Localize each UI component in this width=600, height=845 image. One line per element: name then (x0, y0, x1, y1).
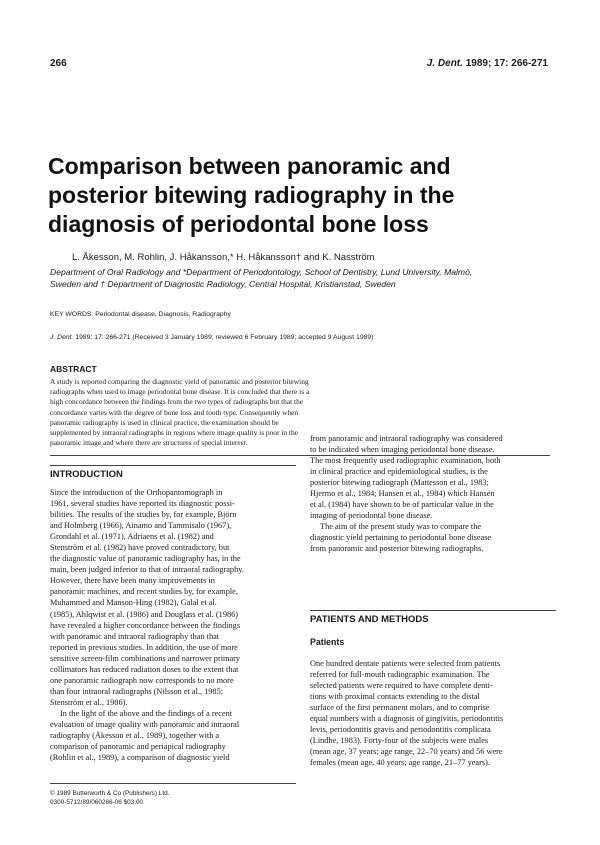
copyright-line: 0300-5712/89/060266-06 $03.00 (50, 798, 144, 806)
text-line: The most frequently used radiographic examination, both (310, 456, 501, 466)
text-line: reported in previous studies. In addition, the use of more (50, 642, 238, 652)
text-line: In the light of the above and the findings of a recent (60, 708, 233, 718)
journal-name: J. Dent. (426, 58, 463, 69)
affiliation-line: Department of Oral Radiology and *Department of Periodontology, School of Dentistry, Lund University, Malmö, (50, 267, 473, 277)
keywords: KEY WORDS: Periodontal disease, Diagnosis, Radiography (50, 311, 231, 318)
text-line: Stenström et al. (1982) have proved contradictory, but (50, 543, 230, 553)
methods-heading: PATIENTS AND METHODS (310, 614, 429, 625)
text-line: One hundred dentate patients were selected from patients (310, 659, 501, 668)
text-line: in clinical practice and epidemiological studies, is the (310, 467, 488, 477)
article-title (48, 152, 558, 239)
text-line: main, been judged inferior to that of intraoral radiography. (50, 565, 244, 575)
title-line: diagnosis of periodontal bone loss (48, 211, 429, 237)
text-line: The aim of the present study was to compare the (320, 522, 482, 532)
introduction-heading: INTRODUCTION (50, 469, 123, 480)
copyright-line: © 1989 Butterworth & Co (Publishers) Ltd. (50, 790, 170, 797)
patients-subheading: Patients (310, 637, 345, 647)
text-line: referred for full-mouth radiographic examination. The (310, 670, 490, 680)
text-line: (Lindhe, 1983). Forty-four of the subjects were males (310, 736, 489, 746)
text-line: (Rohlin et al., 1989), a comparison of diagnostic yield (50, 753, 230, 763)
journal-reference (427, 58, 548, 69)
abstract-line: high concordance between the findings from the two types of radiographs but that the (50, 397, 304, 407)
abstract-heading: ABSTRACT (50, 364, 97, 374)
text-line: equal numbers with a diagnosis of gingivitis, periodontitis (310, 714, 504, 724)
text-line: evaluation of image quality with panoramic and intraoral (50, 719, 240, 729)
text-line: posterior bitewing radiograph (Mattesson et al., 1983; (310, 478, 489, 488)
affiliation-line: Sweden and † Department of Diagnostic Radiology, Central Hospital, Kristianstad, Sweden (50, 279, 396, 289)
text-line: selected patients were required to have complete denti- (310, 681, 493, 691)
affiliations (50, 266, 560, 290)
abstract-line: radiographs when used to image periodontal bone disease. It is concluded that there is a (50, 387, 310, 397)
text-line: diagnostic yield pertaining to periodontal bone disease (310, 533, 492, 543)
page-number: 266 (50, 58, 67, 69)
methods-body (310, 658, 556, 768)
text-line: collimators has reduced radiation doses to the extent that (50, 664, 239, 674)
text-line: levis, periodontitis gravis and periodontitis complicata (310, 725, 491, 735)
abstract-line: A study is reported comparing the diagnostic yield of panoramic and posterior bitewing (50, 377, 309, 386)
text-line: from panoramic and intraoral radiography was considered (310, 434, 503, 443)
text-line: and Holmberg (1966), Ainamo and Tammisalo (1967), (50, 521, 232, 531)
text-line: comparison of panoramic and periapical radiography (50, 742, 226, 752)
abstract-line: concordance varies with the degree of bone loss and tooth type. Consequently when (50, 407, 299, 417)
journal-citation: 1989; 17: 266-271 (465, 58, 548, 69)
text-line: However, there have been many improvements in (50, 576, 215, 586)
received-text: 1989; 17: 266-271 (Received 3 January 1989; reviewed 6 February 1989; accepted 9 August 1989) (75, 334, 374, 341)
text-line: sensitive screen-film combinations and narrower primary (50, 653, 241, 663)
text-line: imaging of periodontal bone disease. (310, 511, 433, 521)
text-line: radiography (Åkesson et al., 1989), together with a (50, 731, 220, 741)
introduction-right-column (310, 433, 556, 555)
text-line: panoramic machines, and recent studies by, for example, (50, 587, 238, 597)
text-line: (mean age, 37 years; age range, 22–70 years) and 56 were (310, 747, 503, 757)
text-line: females (mean age, 40 years; age range, 21–77 years). (310, 758, 490, 768)
text-line: bilities. The results of the studies by, for example, Björn (50, 510, 237, 520)
text-line: the diagnostic value of panoramic radiography has, in the (50, 554, 241, 564)
text-line: tions with proximal contacts extending to the distal (310, 692, 480, 702)
received-journal: J. Dent. (50, 334, 74, 341)
text-line: et al. (1984) have shown to be of particular value in the (310, 500, 494, 510)
received-dates (50, 334, 373, 341)
methods-top-rule (310, 610, 556, 611)
text-line: 1961, several studies have reported its diagnostic possi- (50, 499, 235, 509)
text-line: have revealed a higher concordance between the findings (50, 620, 241, 630)
text-line: Grondahl et al. (1971), Adriaens et al. (1982) and (50, 532, 214, 542)
text-line: surface of the first permanent molars, and to comprise (310, 703, 490, 713)
text-line: Muhammed and Manson-Hing (1982), Galal et al. (50, 598, 217, 608)
copyright-notice (50, 790, 169, 807)
text-line: from panoramic and posterior bitewing radiographs. (310, 544, 484, 554)
text-line: (1985), Ahlqwist et al. (1986) and Douglass et al. (1986) (50, 609, 239, 619)
text-line: Since the introduction of the Orthopantomograph in (50, 488, 223, 497)
abstract-line: panoramic radiography is used in clinical practice, the examination should be (50, 417, 279, 427)
author-list: L. Åkesson, M. Rohlin, J. Håkansson,* H. Håkansson† and K. Nasström (72, 252, 375, 263)
title-line: posterior bitewing radiography in the (48, 182, 455, 208)
introduction-left-column (50, 487, 296, 763)
title-line: Comparison between panoramic and (48, 153, 451, 179)
text-line: Hjermo et al., 1984; Hansen et al., 1984) which Hansen (310, 489, 495, 499)
footer-divider (50, 783, 296, 784)
abstract-line: supplemented by intraoral radiographs in regions where image quality is poor in the (50, 428, 298, 438)
text-line: one panoramic radiograph now corresponds to no more (50, 675, 234, 685)
text-line: to be indicated when imaging periodontal bone disease. (310, 445, 495, 455)
text-line: than four intraoral radiographs (Nilsson et al., 1985; (50, 686, 224, 696)
text-line: with panoramic and intraoral radiography than that (50, 631, 220, 641)
text-line: Stenström et al., 1986). (50, 697, 128, 707)
introduction-top-rule (50, 465, 296, 466)
abstract-line: panoramic image and where there are structures of special interest. (50, 438, 248, 448)
